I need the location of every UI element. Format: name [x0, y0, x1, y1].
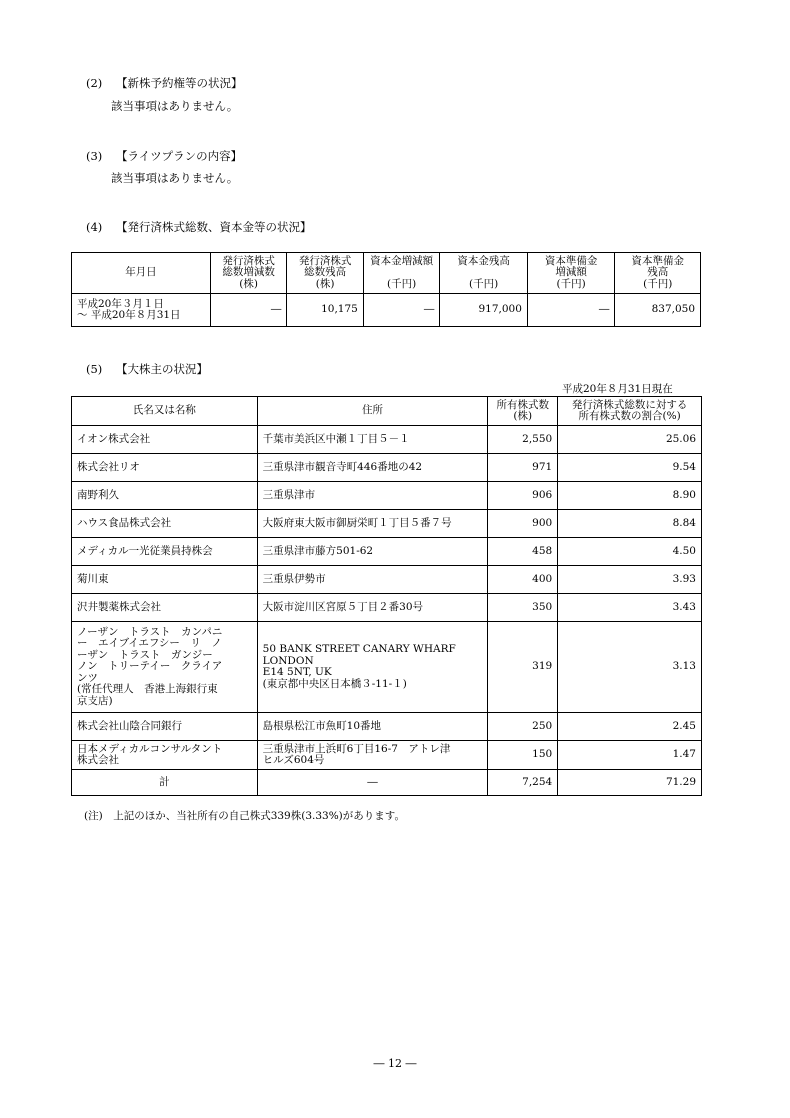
shareholding-ratio: 2.45	[558, 713, 702, 741]
shareholding-ratio: 8.90	[558, 482, 702, 510]
header-cell	[287, 253, 363, 294]
capital-balance: 917,000	[440, 294, 528, 327]
shareholder-name	[72, 454, 258, 482]
shareholding-ratio: 8.84	[558, 510, 702, 538]
shares-held: 400	[488, 566, 558, 594]
shares-held: 319	[488, 622, 558, 713]
header-line: 残高	[647, 266, 669, 279]
address-line: 島根県松江市魚町10番地	[262, 719, 382, 732]
table-header-row	[72, 253, 701, 294]
shares-held: 250	[488, 713, 558, 741]
section-2-body: 該当事項はありません。	[111, 99, 239, 113]
date-end: ～ 平成20年８月31日	[77, 309, 181, 321]
shareholder-address	[257, 622, 488, 713]
header-shares	[488, 397, 558, 426]
address-line: 三重県津市藤方501-62	[262, 544, 374, 557]
name-line: ー エイブイエフシー リ ノ	[77, 637, 222, 650]
address-line: 三重県津市	[262, 488, 316, 501]
name-line: 南野利久	[77, 488, 119, 501]
header-cell	[527, 253, 615, 294]
total-row	[72, 770, 702, 796]
header-line: 資本準備金	[631, 254, 684, 267]
header-ratio	[558, 397, 702, 426]
shareholder-name	[72, 741, 258, 770]
shareholding-ratio: 3.13	[558, 622, 702, 713]
address-line: 三重県津市上浜町6丁目16-7 アトレ津	[262, 742, 451, 755]
address-line: 三重県伊勢市	[262, 572, 326, 585]
shareholder-address	[257, 566, 488, 594]
issued-shares-balance: 10,175	[287, 294, 363, 327]
shareholding-ratio: 3.93	[558, 566, 702, 594]
shareholder-name	[72, 622, 258, 713]
shares-held: 971	[488, 454, 558, 482]
section-4-heading	[86, 219, 312, 235]
table-row	[72, 566, 702, 594]
shareholding-ratio: 25.06	[558, 426, 702, 454]
footnote: (注) 上記のほか、当社所有の自己株式339株(3.33%)があります。	[84, 810, 405, 822]
header-cell	[615, 253, 701, 294]
header-line: (株)	[239, 277, 258, 290]
name-line: 株式会社山陰合同銀行	[77, 719, 182, 732]
shareholder-address	[257, 741, 488, 770]
shares-held: 900	[488, 510, 558, 538]
shareholding-ratio: 1.47	[558, 741, 702, 770]
total-shares: 7,254	[488, 770, 558, 796]
section-2-heading	[86, 75, 243, 91]
section-title: 【発行済株式総数、資本金等の状況】	[116, 220, 312, 234]
table-row	[72, 538, 702, 566]
shareholder-address	[257, 482, 488, 510]
shares-held: 350	[488, 594, 558, 622]
header-address: 住所	[257, 397, 488, 426]
table-row	[72, 426, 702, 454]
name-line: (常任代理人 香港上海銀行東	[77, 683, 218, 696]
section-3-heading	[86, 148, 242, 164]
header-cell	[363, 253, 439, 294]
header-line: 総数増減数	[222, 266, 275, 279]
page-number: ― 12 ―	[373, 1057, 417, 1070]
header-line: (千円)	[469, 277, 499, 290]
shareholder-address	[257, 510, 488, 538]
address-line: (東京都中央区日本橋３-11-１)	[262, 677, 407, 690]
name-line: メディカル一光従業員持株会	[77, 544, 213, 557]
shareholder-name	[72, 594, 258, 622]
name-line: 沢井製薬株式会社	[77, 600, 161, 613]
capital-change: ―	[363, 294, 439, 327]
total-address: ―	[257, 770, 488, 796]
date-range-cell	[72, 294, 211, 327]
name-line: 株式会社リオ	[77, 460, 140, 473]
header-name: 氏名又は名称	[72, 397, 258, 426]
header-cell	[72, 253, 211, 294]
header-ratio-line: 所有株式数の割合(%)	[578, 410, 681, 422]
header-line: 発行済株式	[298, 254, 352, 267]
address-line: 50 BANK STREET CANARY WHARF LONDON	[262, 643, 456, 667]
shareholder-address	[257, 713, 488, 741]
address-line: 千葉市美浜区中瀬１丁目５－１	[262, 432, 410, 445]
header-cell	[210, 253, 286, 294]
name-line: 京支店)	[77, 694, 113, 707]
section-3-body: 該当事項はありません。	[111, 171, 239, 185]
shareholder-name	[72, 713, 258, 741]
name-line: 株式会社	[77, 754, 119, 766]
issued-shares-change: ―	[210, 294, 286, 327]
shareholder-name	[72, 510, 258, 538]
shares-held: 2,550	[488, 426, 558, 454]
table-header-row	[72, 397, 702, 426]
shareholder-address	[257, 594, 488, 622]
header-line: (千円)	[556, 277, 586, 290]
header-line: 資本金増減額	[370, 254, 434, 267]
section-title: 【大株主の状況】	[116, 362, 208, 376]
capital-reserve-balance: 837,050	[615, 294, 701, 327]
date-start: 平成20年３月１日	[77, 297, 164, 310]
header-shares-unit: (株)	[513, 410, 533, 422]
header-cell	[440, 253, 528, 294]
name-line: ノン トリーテイー クライア	[77, 660, 223, 673]
table-row	[72, 294, 701, 327]
major-shareholders-table	[71, 396, 702, 796]
table-row	[72, 482, 702, 510]
shareholder-name	[72, 482, 258, 510]
section-title: 【ライツプランの内容】	[116, 149, 243, 163]
name-line: イオン株式会社	[77, 432, 151, 445]
shareholder-name	[72, 426, 258, 454]
name-line: 日本メディカルコンサルタント	[77, 742, 223, 755]
header-shares-line: 所有株式数	[496, 398, 549, 411]
shares-held: 150	[488, 741, 558, 770]
shareholding-ratio: 4.50	[558, 538, 702, 566]
header-line: 増減額	[555, 266, 587, 279]
section-5-heading	[86, 361, 208, 377]
shares-held: 906	[488, 482, 558, 510]
section-number: (2)	[86, 76, 103, 90]
total-label: 計	[72, 770, 258, 796]
shareholder-name	[72, 538, 258, 566]
header-line: 年月日	[125, 266, 157, 279]
header-line: 資本金残高	[457, 254, 510, 267]
table-row	[72, 510, 702, 538]
table-row	[72, 713, 702, 741]
address-line: 大阪府東大阪市御厨栄町１丁目５番７号	[262, 516, 452, 529]
address-line: ヒルズ604号	[262, 754, 325, 766]
capital-reserve-change: ―	[527, 294, 615, 327]
name-line: ノーザン トラスト カンパニ	[77, 625, 223, 638]
table-row	[72, 741, 702, 770]
name-line: 菊川東	[77, 572, 109, 585]
header-ratio-line: 発行済株式総数に対する	[571, 398, 688, 411]
section-number: (3)	[86, 149, 103, 163]
name-line: ハウス食品株式会社	[77, 516, 172, 529]
as-of-date: 平成20年８月31日現在	[562, 383, 673, 395]
address-line: 大阪市淀川区宮原５丁目２番30号	[262, 600, 424, 613]
section-number: (5)	[86, 362, 103, 376]
shareholder-name	[72, 566, 258, 594]
section-title: 【新株予約権等の状況】	[116, 76, 243, 90]
table-row	[72, 594, 702, 622]
section-number: (4)	[86, 220, 103, 234]
header-line: (株)	[315, 277, 335, 290]
shareholder-address	[257, 426, 488, 454]
header-line: 発行済株式	[222, 254, 275, 267]
shareholding-ratio: 9.54	[558, 454, 702, 482]
header-line: 総数残高	[304, 266, 347, 279]
address-line: E14 5NT, UK	[262, 666, 332, 678]
table-row	[72, 622, 702, 713]
total-ratio: 71.29	[558, 770, 702, 796]
shareholder-address	[257, 538, 488, 566]
shareholding-ratio: 3.43	[558, 594, 702, 622]
address-line: 三重県津市観音寺町446番地の42	[262, 460, 423, 473]
shareholder-address	[257, 454, 488, 482]
name-line: ンツ	[77, 671, 98, 684]
capital-stock-table	[71, 252, 701, 327]
name-line: ーザン トラスト ガンジー	[77, 648, 213, 661]
shares-held: 458	[488, 538, 558, 566]
header-line: (千円)	[386, 277, 417, 290]
table-row	[72, 454, 702, 482]
header-line: (千円)	[643, 277, 673, 290]
header-line: 資本準備金	[544, 254, 598, 267]
